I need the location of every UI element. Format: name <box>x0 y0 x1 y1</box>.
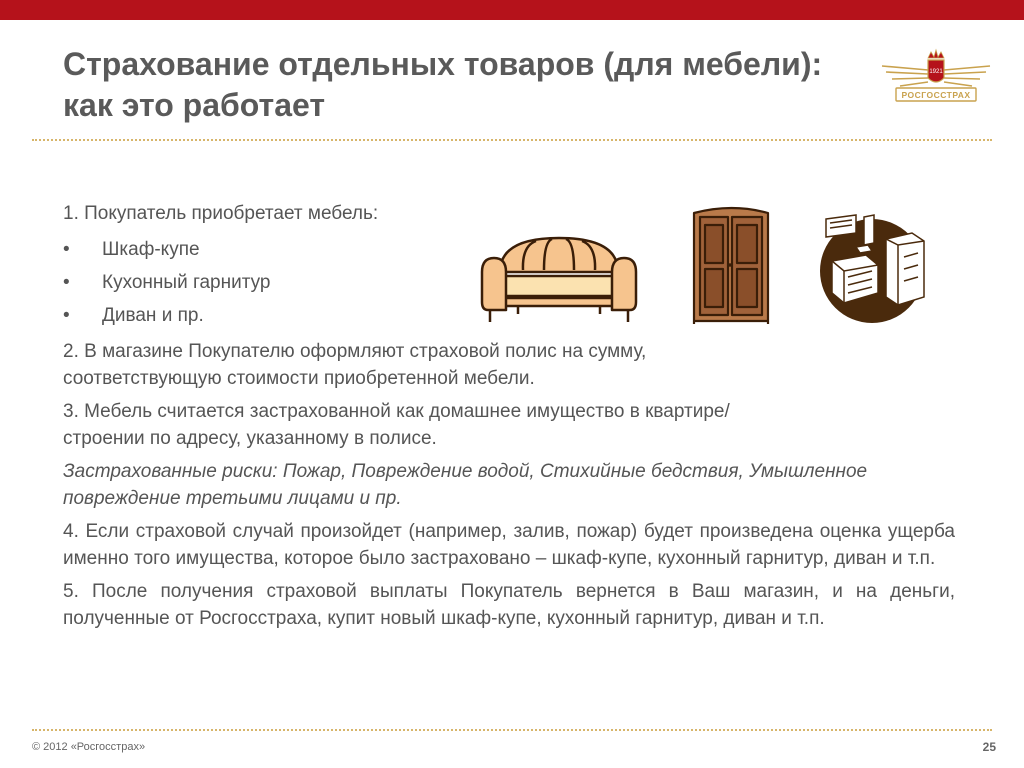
header-divider <box>32 139 992 141</box>
bullet-glyph: • <box>63 272 70 293</box>
bullet-glyph: • <box>63 305 70 326</box>
wardrobe-icon <box>692 203 770 325</box>
step-4-text: 4. Если страховой случай произойдет (например, залив, пожар) будет произведена оценка ущерба именно того имущества, которое было застраховано – шкаф-купе, кухонный гарнитур, диван и т.п. <box>63 521 955 569</box>
footer-copyright: © 2012 «Росгосстрах» <box>32 741 146 753</box>
rosgosstrakh-logo <box>876 48 996 108</box>
list-item: • Диван и пр. <box>63 299 955 332</box>
svg-text:РОСГОССТРАХ: РОСГОССТРАХ <box>901 90 971 100</box>
step-3-text: 3. Мебель считается застрахованной как домашнее имущество в квартире/строении по адресу, указанному в полисе. <box>63 401 730 449</box>
list-item: • Шкаф-купе <box>63 233 955 266</box>
svg-text:1921: 1921 <box>929 69 943 75</box>
footer-divider <box>32 729 992 731</box>
top-accent-bar <box>0 0 1024 20</box>
bullet-glyph: • <box>63 239 70 260</box>
kitchen-set-icon <box>816 213 928 325</box>
step-5-text: 5. После получения страховой выплаты Покупатель вернется в Ваш магазин, и на деньги, полученные от Росгосстраха, купит новый шкаф-купе, кухонный гарнитур, диван и т.п. <box>63 581 955 629</box>
slide-title: Страхование отдельных товаров (для мебели): как это работает <box>63 46 823 123</box>
sofa-icon <box>478 232 640 326</box>
insured-risks-text: Застрахованные риски: Пожар, Повреждение водой, Стихийные бедствия, Умышленное повреждение третьими лицами и пр. <box>63 461 868 509</box>
page-number: 25 <box>982 740 996 754</box>
step-2-text: 2. В магазине Покупателю оформляют страховой полис на сумму, соответствующую стоимости приобретенной мебели. <box>63 341 647 389</box>
list-item: • Кухонный гарнитур <box>63 266 955 299</box>
step-1-text: 1. Покупатель приобретает мебель: <box>63 203 379 224</box>
